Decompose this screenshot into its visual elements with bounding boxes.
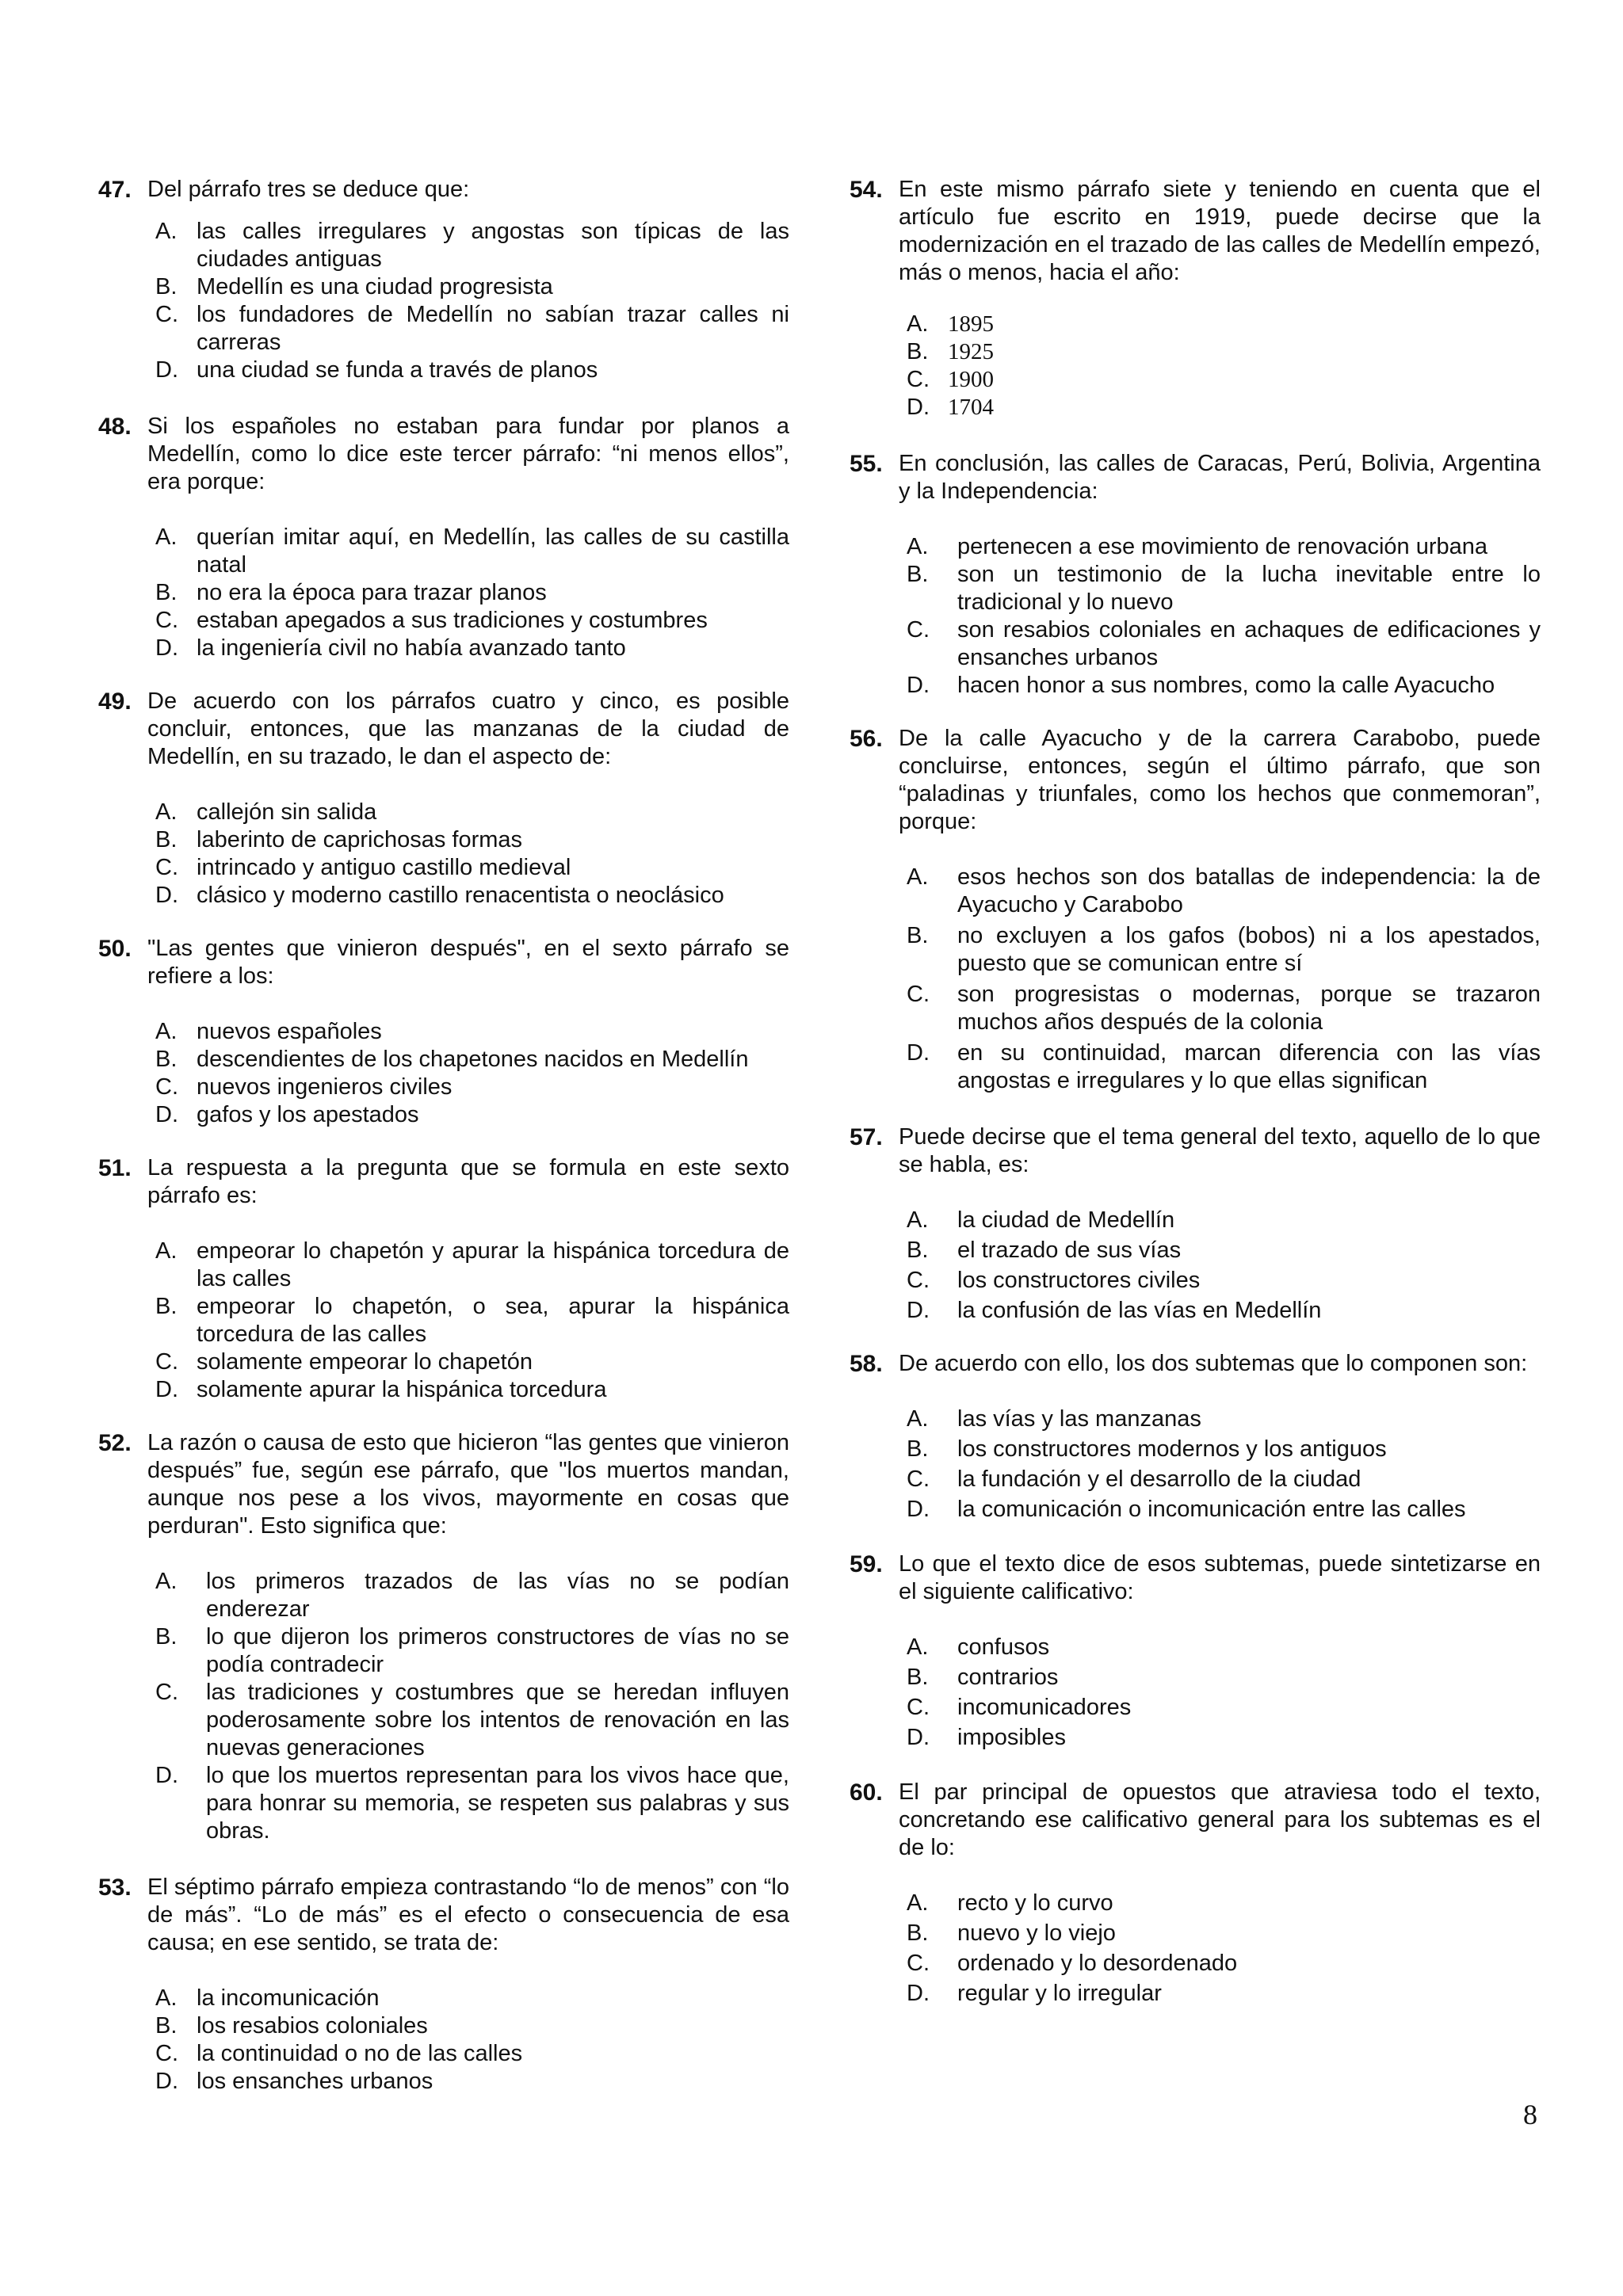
option-b (147, 826, 789, 854)
option-letter: D. (155, 883, 178, 908)
option-a (899, 1634, 1541, 1661)
option-text: esos hechos son dos batallas de independencia: la de Ayacucho y Carabobo (957, 864, 1541, 917)
option-letter: D. (907, 1298, 930, 1323)
option-letter: B. (907, 1920, 929, 1946)
option-c (147, 2040, 789, 2068)
question-48 (98, 413, 789, 662)
option-letter: A. (907, 864, 929, 890)
option-b (899, 1664, 1541, 1691)
options-list (899, 1207, 1541, 1325)
option-text: la fundación y el desarrollo de la ciudad (957, 1466, 1361, 1492)
options-list (147, 799, 789, 910)
option-text: nuevos ingenieros civiles (197, 1074, 453, 1100)
option-letter: D. (155, 635, 178, 661)
options-list (899, 1890, 1541, 2008)
option-text: solamente empeorar lo chapetón (197, 1349, 533, 1375)
option-letter: D. (907, 1497, 930, 1522)
option-letter: A. (907, 1890, 929, 1916)
option-letter: D. (907, 673, 930, 698)
option-letter: A. (155, 1569, 178, 1594)
option-text: intrincado y antiguo castillo medieval (197, 855, 571, 880)
question-stem: En conclusión, las calles de Caracas, Perú, Bolivia, Argentina y la Independencia: (899, 451, 1541, 504)
option-text: solamente apurar la hispánica torcedura (197, 1377, 607, 1402)
option-letter: D. (907, 395, 930, 420)
option-text: las vías y las manzanas (957, 1406, 1201, 1432)
options-list (147, 1018, 789, 1129)
option-a (147, 1985, 789, 2012)
option-letter: B. (155, 274, 178, 299)
question-60 (850, 1779, 1541, 2008)
option-a (147, 524, 789, 579)
option-text: pertenecen a ese movimiento de renovación urbana (957, 534, 1488, 559)
option-text: callejón sin salida (197, 799, 377, 825)
option-letter: B. (907, 923, 929, 948)
question-stem: En este mismo párrafo siete y teniendo en cuenta que el artículo fue escrito en 1919, puede decirse que la modernización en el trazado de las calles de Medellín empezó, más o menos, hacia el año: (899, 177, 1541, 285)
option-d (899, 1980, 1541, 2008)
option-d (147, 1762, 789, 1845)
option-a (899, 1405, 1541, 1433)
option-text: empeorar lo chapetón y apurar la hispánica torcedura de las calles (197, 1238, 789, 1291)
option-letter: A. (907, 1634, 929, 1660)
option-letter: B. (155, 827, 178, 852)
option-d (147, 1101, 789, 1129)
option-text: las calles irregulares y angostas son típicas de las ciudades antiguas (197, 219, 789, 272)
option-text: no excluyen a los gafos (bobos) ni a los apestados, puesto que se comunican entre sí (957, 923, 1541, 976)
option-text: la ingeniería civil no había avanzado tanto (197, 635, 626, 661)
option-letter: B. (155, 2013, 178, 2039)
option-letter: D. (907, 1040, 930, 1066)
question-55 (850, 450, 1541, 700)
option-b (899, 561, 1541, 616)
option-text: incomunicadores (957, 1695, 1132, 1720)
option-letter: A. (155, 1238, 178, 1264)
options-list (899, 533, 1541, 700)
option-c (899, 366, 1541, 394)
option-text: la continuidad o no de las calles (197, 2041, 523, 2066)
option-c (899, 616, 1541, 672)
question-47 (98, 176, 789, 384)
option-text: los constructores modernos y los antiguos (957, 1436, 1387, 1462)
option-letter: C. (155, 855, 178, 880)
options-list (899, 1634, 1541, 1752)
question-stem: De acuerdo con ello, los dos subtemas que lo componen son: (899, 1351, 1528, 1376)
question-stem: "Las gentes que vinieron después", en el sexto párrafo se refiere a los: (147, 936, 789, 989)
option-d (147, 635, 789, 662)
option-letter: A. (155, 1985, 178, 2011)
option-d (147, 1376, 789, 1404)
option-b (147, 2012, 789, 2040)
option-a (147, 1018, 789, 1046)
question-number: 56. (850, 726, 883, 752)
option-letter: C. (155, 1349, 178, 1375)
option-d (147, 2068, 789, 2096)
option-text: el trazado de sus vías (957, 1238, 1182, 1263)
option-c (147, 301, 789, 357)
question-54 (850, 176, 1541, 421)
option-d (899, 1496, 1541, 1524)
option-text: regular y lo irregular (957, 1981, 1162, 2006)
question-number: 60. (850, 1779, 883, 1806)
option-letter: B. (907, 1238, 929, 1263)
option-c (899, 1950, 1541, 1978)
option-letter: B. (907, 339, 929, 364)
question-stem: La respuesta a la pregunta que se formula en este sexto párrafo es: (147, 1155, 789, 1208)
option-text: los primeros trazados de las vías no se podían enderezar (206, 1569, 789, 1622)
question-stem: La razón o causa de esto que hicieron “las gentes que vinieron después” fue, según ese párrafo, que "los muertos mandan, aunque nos pese a los vivos, mayormente en cosas que perduran". Esto significa que: (147, 1430, 789, 1539)
option-text: querían imitar aquí, en Medellín, las calles de su castilla natal (197, 524, 789, 578)
option-a (899, 533, 1541, 561)
option-text: nuevos españoles (197, 1019, 382, 1044)
option-c (147, 1074, 789, 1101)
right-column (850, 176, 1541, 2008)
question-number: 51. (98, 1155, 132, 1181)
option-letter: A. (907, 1406, 929, 1432)
options-list (147, 1985, 789, 2096)
option-text: clásico y moderno castillo renacentista o neoclásico (197, 883, 724, 908)
option-b (899, 1436, 1541, 1463)
option-text: la comunicación o incomunicación entre las calles (957, 1497, 1466, 1522)
option-b (147, 579, 789, 607)
option-b (899, 922, 1541, 978)
option-letter: B. (155, 580, 178, 605)
question-number: 59. (850, 1551, 883, 1577)
option-b (899, 1920, 1541, 1947)
option-text: 1704 (948, 395, 994, 420)
question-53 (98, 1874, 789, 2096)
question-number: 49. (98, 688, 132, 715)
option-text: descendientes de los chapetones nacidos en Medellín (197, 1047, 749, 1072)
option-text: los resabios coloniales (197, 2013, 428, 2039)
question-number: 48. (98, 414, 132, 440)
options-list (147, 1568, 789, 1845)
option-text: lo que dijeron los primeros constructores de vías no se podía contradecir (206, 1624, 789, 1677)
option-d (899, 394, 1541, 421)
option-a (899, 864, 1541, 919)
option-c (899, 1267, 1541, 1295)
option-b (899, 338, 1541, 366)
options-list (899, 864, 1541, 1095)
option-c (147, 854, 789, 882)
option-letter: A. (907, 1207, 929, 1233)
option-b (147, 1293, 789, 1348)
option-letter: B. (155, 1047, 178, 1072)
question-stem: Lo que el texto dice de esos subtemas, puede sintetizarse en el siguiente calificativo: (899, 1551, 1541, 1604)
option-letter: C. (907, 367, 930, 392)
question-number: 57. (850, 1124, 883, 1150)
option-b (899, 1237, 1541, 1264)
option-letter: A. (155, 799, 178, 825)
option-text: la ciudad de Medellín (957, 1207, 1175, 1233)
option-letter: A. (907, 311, 929, 337)
option-letter: D. (155, 1102, 178, 1127)
option-a (899, 1890, 1541, 1917)
option-letter: C. (907, 1268, 930, 1293)
question-number: 47. (98, 177, 132, 203)
option-text: son resabios coloniales en achaques de edificaciones y ensanches urbanos (957, 617, 1541, 670)
option-text: nuevo y lo viejo (957, 1920, 1116, 1946)
option-letter: B. (155, 1624, 178, 1650)
option-letter: D. (155, 1763, 178, 1788)
option-text: laberinto de caprichosas formas (197, 827, 523, 852)
option-text: son un testimonio de la lucha inevitable entre lo tradicional y lo nuevo (957, 562, 1541, 615)
option-d (899, 672, 1541, 700)
question-56 (850, 725, 1541, 1095)
question-51 (98, 1154, 789, 1404)
option-text: estaban apegados a sus tradiciones y costumbres (197, 608, 708, 633)
option-a (899, 1207, 1541, 1234)
option-text: no era la época para trazar planos (197, 580, 547, 605)
option-letter: C. (155, 1074, 178, 1100)
option-letter: C. (155, 1680, 178, 1705)
question-number: 54. (850, 177, 883, 203)
options-list (147, 1238, 789, 1404)
option-d (147, 357, 789, 384)
option-c (147, 607, 789, 635)
option-text: los fundadores de Medellín no sabían trazar calles ni carreras (197, 302, 789, 355)
option-text: gafos y los apestados (197, 1102, 419, 1127)
option-letter: C. (907, 982, 930, 1007)
option-text: la confusión de las vías en Medellín (957, 1298, 1322, 1323)
question-stem: De acuerdo con los párrafos cuatro y cinco, es posible concluir, entonces, que las manzanas de la ciudad de Medellín, en su trazado, le dan el aspecto de: (147, 688, 789, 769)
option-d (899, 1724, 1541, 1752)
option-d (147, 882, 789, 910)
question-52 (98, 1429, 789, 1845)
question-58 (850, 1350, 1541, 1524)
option-a (899, 311, 1541, 338)
question-stem: El séptimo párrafo empieza contrastando “lo de menos” con “lo de más”. “Lo de más” es el efecto o consecuencia de esa causa; en ese sentido, se trata de: (147, 1875, 789, 1955)
option-letter: C. (907, 617, 930, 643)
question-59 (850, 1550, 1541, 1752)
option-a (147, 1238, 789, 1293)
option-c (147, 1679, 789, 1762)
option-text: contrarios (957, 1665, 1059, 1690)
question-number: 55. (850, 451, 883, 477)
option-letter: D. (155, 2069, 178, 2094)
option-letter: C. (907, 1951, 930, 1976)
option-letter: A. (155, 219, 178, 244)
option-text: hacen honor a sus nombres, como la calle Ayacucho (957, 673, 1495, 698)
left-column (98, 176, 789, 2096)
option-letter: C. (907, 1466, 930, 1492)
option-letter: C. (155, 2041, 178, 2066)
option-text: son progresistas o modernas, porque se trazaron muchos años después de la colonia (957, 982, 1541, 1035)
option-b (147, 1623, 789, 1679)
option-text: imposibles (957, 1725, 1066, 1750)
option-letter: B. (907, 1665, 929, 1690)
option-letter: D. (155, 357, 178, 383)
question-number: 58. (850, 1351, 883, 1377)
option-letter: A. (155, 524, 178, 550)
option-c (899, 1466, 1541, 1493)
option-letter: D. (155, 1377, 178, 1402)
option-c (147, 1348, 789, 1376)
options-list (899, 1405, 1541, 1524)
option-b (147, 1046, 789, 1074)
option-text: confusos (957, 1634, 1050, 1660)
option-text: los constructores civiles (957, 1268, 1201, 1293)
option-letter: B. (907, 562, 929, 587)
option-letter: A. (155, 1019, 178, 1044)
option-letter: C. (155, 608, 178, 633)
option-c (899, 981, 1541, 1036)
option-text: los ensanches urbanos (197, 2069, 433, 2094)
option-a (147, 799, 789, 826)
question-57 (850, 1123, 1541, 1325)
option-d (899, 1297, 1541, 1325)
option-letter: B. (907, 1436, 929, 1462)
question-number: 53. (98, 1875, 132, 1901)
options-list (899, 311, 1541, 421)
question-number: 52. (98, 1430, 132, 1456)
option-text: Medellín es una ciudad progresista (197, 274, 553, 299)
page-number: 8 (1523, 2099, 1537, 2130)
question-stem: Puede decirse que el tema general del texto, aquello de lo que se habla, es: (899, 1124, 1541, 1177)
option-text: recto y lo curvo (957, 1890, 1113, 1916)
option-text: 1895 (948, 311, 994, 337)
option-text: una ciudad se funda a través de planos (197, 357, 598, 383)
option-a (147, 218, 789, 273)
option-letter: C. (907, 1695, 930, 1720)
option-text: lo que los muertos representan para los vivos hace que, para honrar su memoria, se respeten sus palabras y sus obras. (206, 1763, 789, 1844)
option-text: las tradiciones y costumbres que se heredan influyen poderosamente sobre los intentos de renovación en las nuevas generaciones (206, 1680, 789, 1760)
question-stem: El par principal de opuestos que atraviesa todo el texto, concretando ese calificativo general para los subtemas es el de lo: (899, 1779, 1541, 1860)
option-d (899, 1039, 1541, 1095)
question-number: 50. (98, 936, 132, 962)
option-letter: D. (907, 1981, 930, 2006)
option-a (147, 1568, 789, 1623)
options-list (147, 218, 789, 384)
question-50 (98, 935, 789, 1129)
question-stem: Si los españoles no estaban para fundar por planos a Medellín, como lo dice este tercer párrafo: “ni menos ellos”, era porque: (147, 414, 789, 494)
option-letter: A. (907, 534, 929, 559)
question-stem: De la calle Ayacucho y de la carrera Carabobo, puede concluirse, entonces, según el último párrafo, que son “paladinas y triunfales, como los hechos que conmemoran”, porque: (899, 726, 1541, 834)
option-text: ordenado y lo desordenado (957, 1951, 1238, 1976)
option-letter: C. (155, 302, 178, 327)
option-letter: D. (907, 1725, 930, 1750)
question-stem: Del párrafo tres se deduce que: (147, 177, 470, 202)
question-49 (98, 688, 789, 910)
option-text: 1900 (948, 367, 994, 392)
option-text: 1925 (948, 339, 994, 364)
option-b (147, 273, 789, 301)
option-text: en su continuidad, marcan diferencia con las vías angostas e irregulares y lo que ellas significan (957, 1040, 1541, 1093)
options-list (147, 524, 789, 662)
option-c (899, 1694, 1541, 1722)
option-letter: B. (155, 1294, 178, 1319)
option-text: empeorar lo chapetón, o sea, apurar la hispánica torcedura de las calles (197, 1294, 789, 1347)
option-text: la incomunicación (197, 1985, 380, 2011)
